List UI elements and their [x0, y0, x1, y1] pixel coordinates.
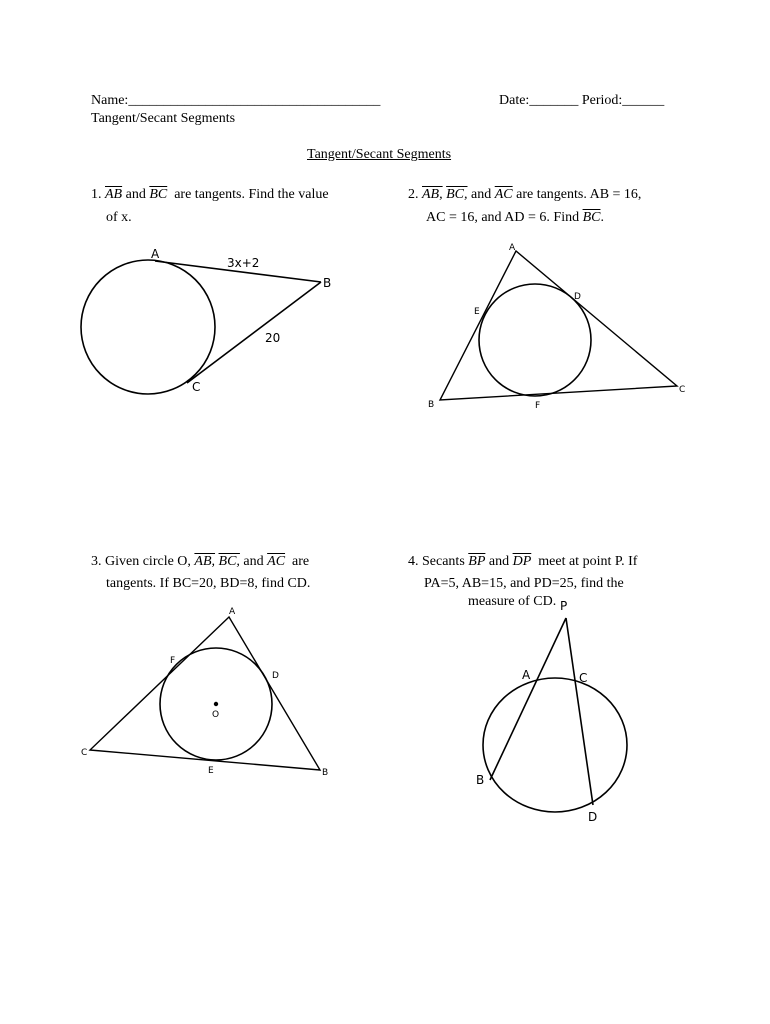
date-label: Date: — [499, 93, 530, 108]
problem-text: . — [600, 210, 604, 225]
segment-label: $\overline{BC}$ — [582, 210, 601, 225]
problem-text: are — [292, 554, 310, 569]
point-label: A — [522, 668, 531, 682]
problem-text: AC = 16, and AD = 6. Find — [426, 210, 580, 225]
segment-label: BC, — [446, 187, 468, 202]
secant-bp — [490, 618, 566, 780]
point-label: D — [272, 671, 279, 681]
point-label: B — [428, 400, 435, 410]
point-label: E — [474, 307, 480, 317]
problem-4-line-3: measure of CD. — [468, 594, 557, 609]
segment-label: AB, — [194, 554, 216, 569]
point-label: B — [323, 276, 332, 290]
length-label: 3x+2 — [227, 256, 260, 270]
point-label: E — [208, 766, 214, 776]
point-label: D — [574, 292, 581, 302]
point-label: C — [192, 380, 201, 394]
point-label: B — [476, 773, 485, 787]
problem-3-line-2: tangents. If BC=20, BD=8, find CD. — [106, 576, 311, 591]
problem-number: 4. — [408, 554, 419, 569]
problem-text: meet at point P. If — [538, 554, 638, 569]
secant-dp — [566, 618, 593, 805]
point-label: F — [535, 401, 541, 411]
point-label: C — [679, 385, 686, 395]
point-label: C — [81, 748, 88, 758]
page-title: Tangent/Secant Segments — [307, 147, 452, 162]
problem-number: 1. — [91, 187, 102, 202]
conjunction: and — [125, 187, 146, 202]
problem-4-line-2: PA=5, AB=15, and PD=25, find the — [424, 576, 624, 591]
point-label: A — [151, 247, 160, 261]
circle — [483, 678, 627, 812]
segment-label: $\overline{AB}$ — [105, 187, 123, 202]
problem-text: Secants — [422, 554, 465, 569]
segment-label: $\overline{AC}$ — [494, 187, 513, 202]
name-blank[interactable]: ____________________________________ — [128, 93, 381, 108]
segment-label: AB, — [422, 187, 443, 202]
point-label: D — [588, 810, 598, 824]
segment-label: $\overline{BP}$ — [468, 554, 486, 569]
period-label: Period: — [581, 93, 623, 108]
problem-text: Given circle O, — [105, 554, 191, 569]
problem-text: are tangents. AB = 16, — [516, 187, 642, 202]
conjunction: and — [471, 187, 492, 202]
point-label: F — [170, 656, 176, 666]
conjunction: and — [243, 554, 264, 569]
point-label: O — [212, 710, 220, 720]
point-label: B — [322, 768, 329, 778]
conjunction: and — [488, 554, 510, 569]
problem-1-line-2: of x. — [106, 210, 132, 225]
segment-label: $\overline{AC}$ — [267, 554, 286, 569]
segment-label: BC, — [218, 554, 240, 569]
point-label: A — [509, 243, 516, 253]
period-blank[interactable]: ______ — [622, 93, 665, 108]
segment-label: $\overline{BC}$ — [149, 187, 168, 202]
problem-number: 3. — [91, 554, 102, 569]
point-label: A — [229, 607, 236, 617]
problem-number: 2. — [408, 187, 419, 202]
point-label: P — [560, 599, 568, 613]
date-blank[interactable]: _______ — [529, 93, 579, 108]
problem-text: are tangents. Find the value — [174, 187, 329, 202]
point-label: C — [579, 671, 588, 685]
segment-label: $\overline{DP}$ — [512, 554, 532, 569]
header-subtitle: Tangent/Secant Segments — [91, 111, 236, 126]
name-label: Name: — [91, 93, 129, 108]
length-label: 20 — [265, 331, 281, 345]
